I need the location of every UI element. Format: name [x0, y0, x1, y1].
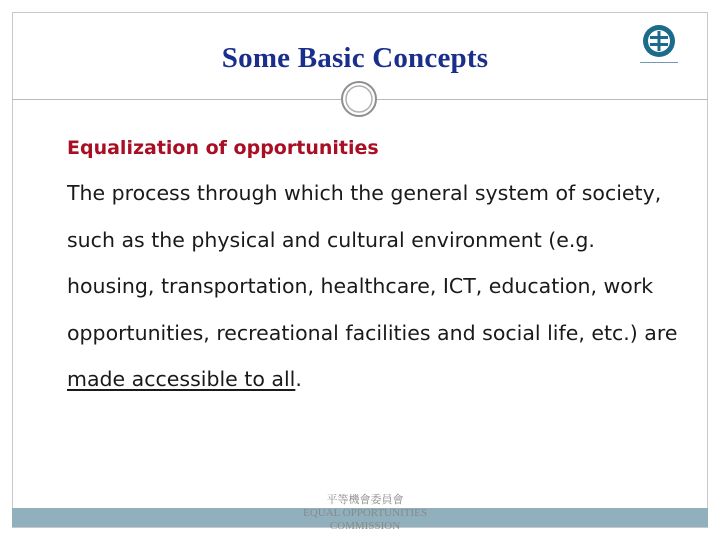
watermark-english-2: COMMISSION — [329, 520, 401, 532]
footer-watermark — [290, 494, 440, 533]
body-paragraph — [67, 170, 687, 403]
body-text-emphasis: made accessible to all — [67, 367, 296, 391]
section-heading: Equalization of opportunities — [67, 137, 379, 159]
commission-logo-icon — [634, 22, 684, 84]
watermark-chinese: 平等機會委員會 — [326, 494, 404, 506]
body-text-start: The process through which the general system of society, such as the physical and cultural environment (e.g. housing, transportation, healthcare, ICT, education, work opportunities, recreational facilities and social life, etc.) are — [67, 181, 678, 345]
slide-title: Some Basic Concepts — [221, 42, 489, 74]
body-text-end: . — [295, 367, 302, 391]
ring-ornament-icon — [340, 80, 378, 118]
watermark-english-1: EQUAL OPPORTUNITIES — [303, 507, 427, 519]
